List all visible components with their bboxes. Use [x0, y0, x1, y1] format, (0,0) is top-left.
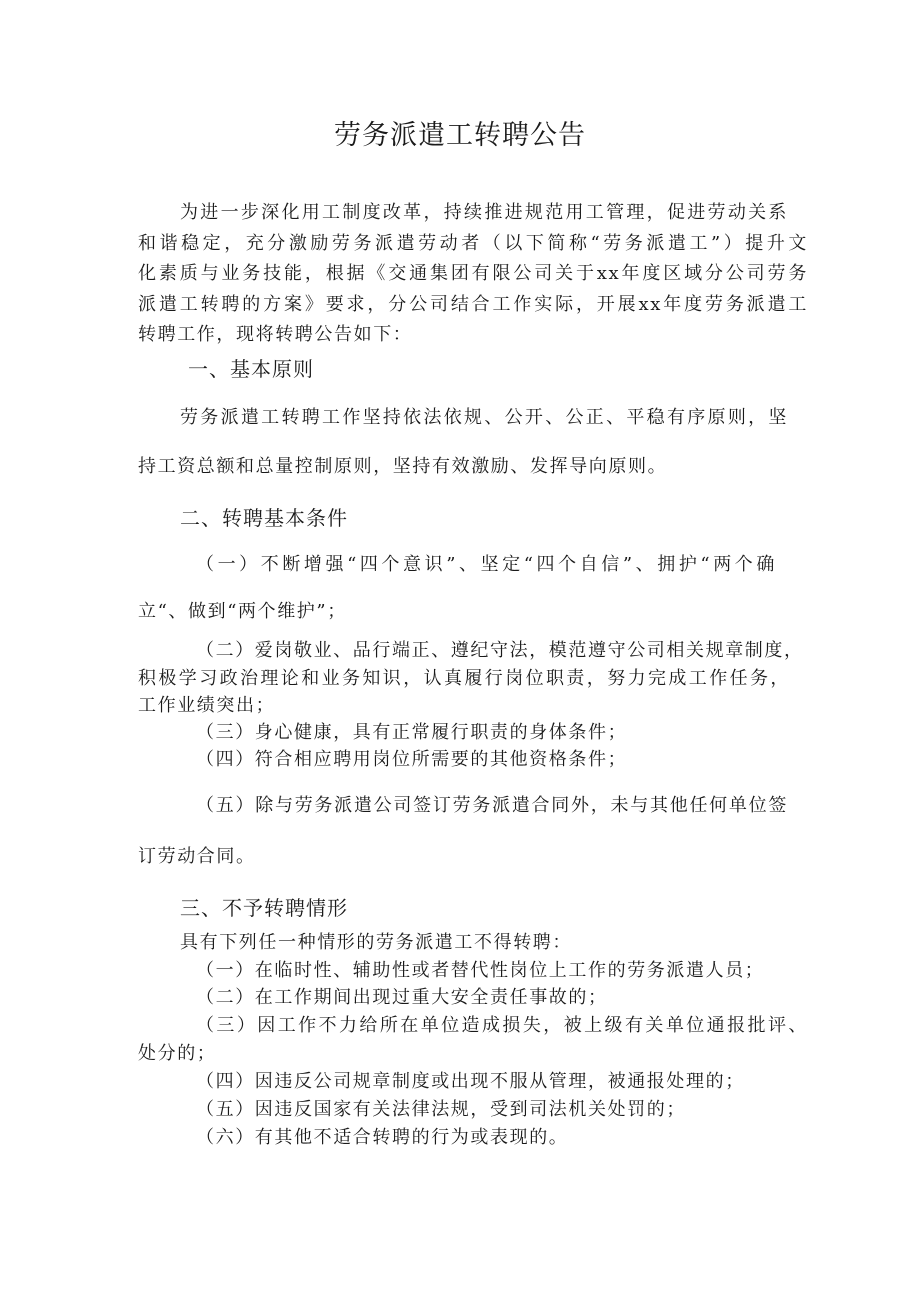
body-line: 积极学习政治理论和业务知识，认真履行岗位职责，努力完成工作任务， — [138, 668, 790, 689]
section-heading: 三、不予转聘情形 — [180, 896, 348, 920]
body-line: （四）因违反公司规章制度或出现不服从管理，被通报处理的； — [196, 1071, 745, 1092]
body-line: （一）在临时性、辅助性或者替代性岗位上工作的劳务派遣人员； — [196, 960, 765, 981]
intro-line: 派遣工转聘的方案》要求，分公司结合工作实际，开展xx年度劳务派遣工 — [138, 294, 808, 315]
body-line: 劳务派遣工转聘工作坚持依法依规、公开、公正、平稳有序原则，坚 — [180, 407, 788, 428]
body-line: （三）因工作不力给所在单位造成损失，被上级有关单位通报批评、 — [196, 1015, 808, 1036]
body-line: 立“、做到“两个维护”； — [138, 601, 347, 622]
body-line: （二）爱岗敬业、品行端正、遵纪守法，模范遵守公司相关规章制度， — [196, 640, 804, 661]
body-line: 处分的； — [138, 1043, 217, 1064]
intro-line: 和谐稳定，充分激励劳务派遣劳动者（以下简称“劳务派遣工”）提升文 — [138, 233, 808, 254]
body-line: 具有下列任一种情形的劳务派遣工不得转聘： — [180, 932, 572, 953]
body-line: （五）除与劳务派遣公司签订劳务派遣合同外，未与其他任何单位签 — [196, 795, 788, 816]
section-heading: 一、基本原则 — [188, 357, 314, 381]
intro-line: 化素质与业务技能，根据《交通集团有限公司关于xx年度区域分公司劳务 — [138, 263, 808, 284]
section-heading: 二、转聘基本条件 — [180, 506, 348, 530]
body-line: 工作业绩突出； — [138, 695, 276, 716]
body-line: （一）不断增强“四个意识”、坚定“四个自信”、拥护“两个确 — [196, 554, 776, 575]
body-line: 订劳动合同。 — [138, 846, 256, 867]
body-line: 持工资总额和总量控制原则，坚持有效激励、发挥导向原则。 — [138, 456, 668, 477]
document-title: 劳务派遣工转聘公告 — [334, 120, 586, 151]
body-line: （二）在工作期间出现过重大安全责任事故的； — [196, 987, 608, 1008]
body-line: （五）因违反国家有关法律法规，受到司法机关处罚的； — [196, 1099, 686, 1120]
intro-line: 转聘工作，现将转聘公告如下： — [138, 324, 413, 345]
body-line: （四）符合相应聘用岗位所需要的其他资格条件； — [196, 749, 628, 770]
body-line: （六）有其他不适合转聘的行为或表现的。 — [196, 1127, 569, 1148]
intro-line: 为进一步深化用工制度改革，持续推进规范用工管理，促进劳动关系 — [180, 202, 788, 223]
body-line: （三）身心健康，具有正常履行职责的身体条件； — [196, 722, 628, 743]
